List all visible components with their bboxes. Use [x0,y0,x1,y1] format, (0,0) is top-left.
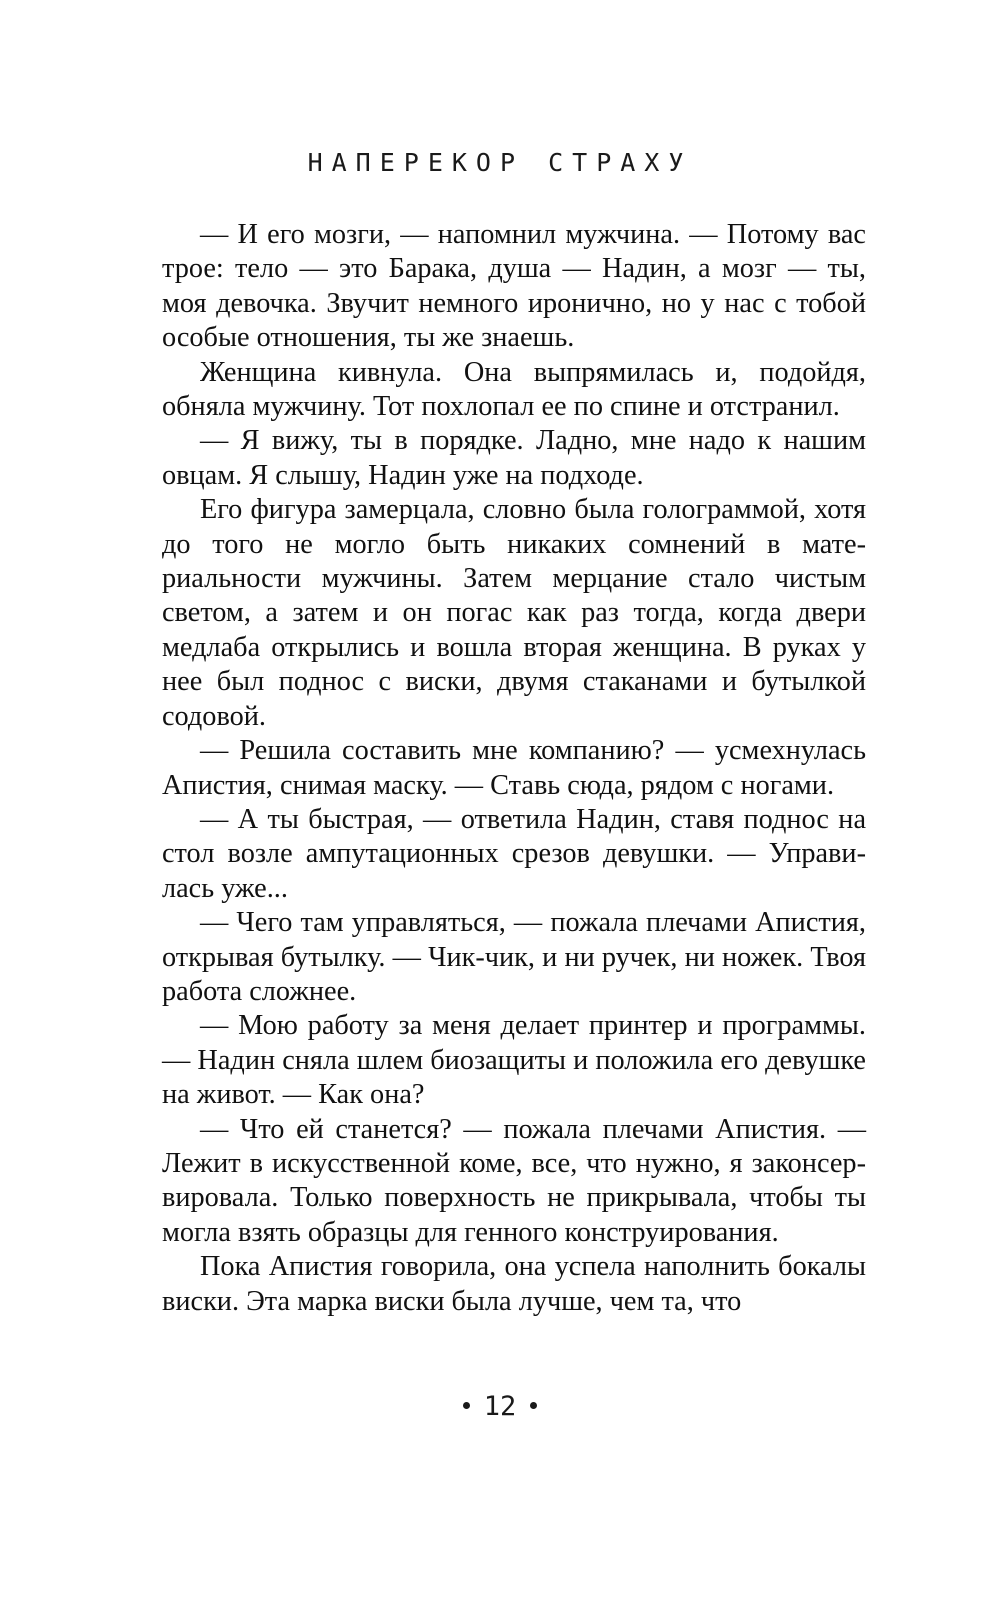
running-head-title: НАПЕРЕКОР СТРАХУ [307,148,693,177]
body-text [162,218,866,1319]
paragraph: — Решила составить мне компанию? — усмехнулась Апистия, снимая маску. — Ставь сюда, рядом с ногами. [162,735,866,801]
bullet-dot-icon [463,1402,470,1409]
paragraph: — Чего там управляться, — пожала плечами Апистия, открывая бутылку. — Чик-чик, и ни ручек, ни ножек. Твоя работа сложнее. [162,907,866,1007]
paragraph: Его фигура замерцала, словно была голограммой, хотя до того не могло быть никаких сомнений в материальности мужчины. Затем мерцание стало чистым светом, а затем и он погас как раз тогда, когда двери медлаба открылись и вошла вторая женщина. В руках у нее был поднос с виски, двумя стаканами и бутылкой содовой. [162,494,866,732]
paragraph: — Мою работу за меня делает принтер и программы. — Надин сняла шлем биозащиты и положила его девушке на живот. — Как она? [162,1010,866,1111]
paragraph: — Я вижу, ты в порядке. Ладно, мне надо к нашим овцам. Я слышу, Надин уже на подходе. [162,425,866,491]
page-number: 12 [483,1391,517,1422]
paragraph: — А ты быстрая, — ответила Надин, ставя поднос на стол возле ампутационных срезов девушки. — Управилась уже... [162,803,866,904]
paragraph: — И его мозги, — напомнил мужчина. — Потому вас трое: тело — это Барака, душа — Надин, а мозг — ты, моя девочка. Звучит немного иронично, но у нас с тобой особые отношения, ты же знаешь. [162,219,866,354]
paragraph: Женщина кивнула. Она выпрямилась и, подойдя, обняла мужчину. Тот похлопал ее по спине и отстранил. [162,356,866,423]
bullet-dot-icon [530,1402,537,1409]
paragraph: — Что ей станется? — пожала плечами Апистия. — Лежит в искусственной коме, все, что нужно, я законсервировала. Только поверхность не прикрывала, чтобы ты могла взять образцы для генного конструирования. [162,1113,866,1248]
paragraph: Пока Апистия говорила, она успела наполнить бокалы виски. Эта марка виски была лучше, чем та, что [162,1251,866,1317]
page-footer [0,1391,1000,1422]
